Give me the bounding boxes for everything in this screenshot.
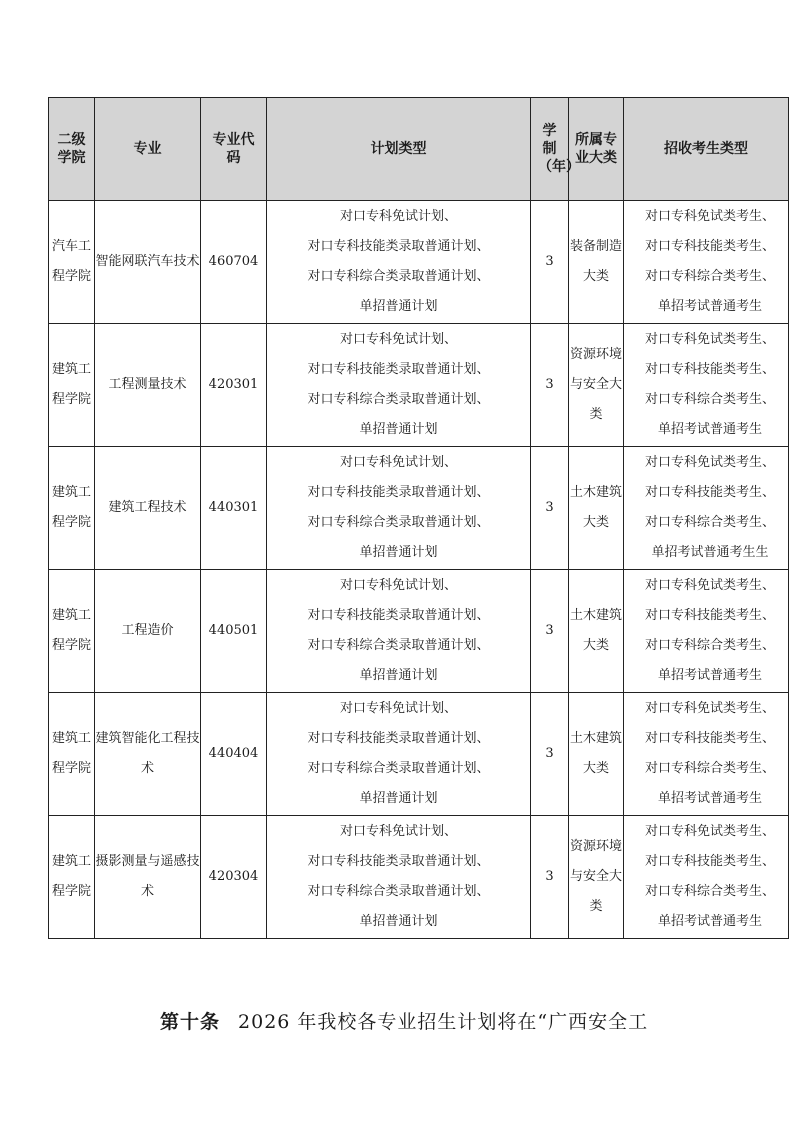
plan-type-cell: [267, 324, 531, 447]
candidate-type-item: 对口专科免试类考生、: [644, 824, 775, 839]
years-cell: 3: [531, 570, 569, 693]
major-cell: 建筑工程技术: [95, 447, 201, 570]
category-cell: 土木建筑大类: [569, 693, 624, 816]
years-cell: 3: [531, 201, 569, 324]
article-text: 2026 年我校各专业招生计划将在“广西安全工: [238, 1011, 649, 1033]
college-cell: 建筑工程学院: [49, 693, 95, 816]
plan-type-cell: [267, 816, 531, 939]
candidate-type-item: 对口专科综合类考生、: [644, 884, 775, 899]
code-cell: 420304: [201, 816, 267, 939]
table-row: [49, 324, 789, 447]
plan-type-item: 单招普通计划: [359, 545, 438, 560]
candidate-type-item: 对口专科技能类考生、: [644, 362, 775, 377]
candidate-type-item: 单招考试普通考生: [657, 914, 762, 929]
plan-type-item: 单招普通计划: [359, 668, 438, 683]
header-years: 学制（年）: [531, 98, 569, 201]
plan-type-item: 对口专科综合类录取普通计划、: [307, 884, 490, 899]
category-cell: 土木建筑大类: [569, 447, 624, 570]
plan-type-cell: [267, 570, 531, 693]
candidate-type-item: 对口专科综合类考生、: [644, 269, 775, 284]
plan-type-item: 对口专科技能类录取普通计划、: [307, 608, 490, 623]
candidate-type-cell: [624, 324, 789, 447]
code-cell: 440501: [201, 570, 267, 693]
candidate-type-cell: [624, 816, 789, 939]
plan-type-item: 单招普通计划: [359, 914, 438, 929]
candidate-type-item: 对口专科免试类考生、: [644, 455, 775, 470]
plan-type-item: 单招普通计划: [359, 299, 438, 314]
plan-type-item: 对口专科综合类录取普通计划、: [307, 392, 490, 407]
plan-type-item: 对口专科免试计划、: [339, 578, 457, 593]
candidate-type-item: 对口专科综合类考生、: [644, 638, 775, 653]
candidate-type-item: 单招考试普通考生: [657, 791, 762, 806]
major-cell: 工程造价: [95, 570, 201, 693]
article-label: 第十条: [160, 1011, 221, 1033]
plan-type-item: 对口专科免试计划、: [339, 824, 457, 839]
code-cell: 460704: [201, 201, 267, 324]
plan-type-item: 对口专科免试计划、: [339, 455, 457, 470]
header-candidate-type: 招收考生类型: [624, 98, 789, 201]
college-cell: 建筑工程学院: [49, 447, 95, 570]
plan-type-item: 对口专科免试计划、: [339, 209, 457, 224]
plan-type-item: 单招普通计划: [359, 791, 438, 806]
years-cell: 3: [531, 693, 569, 816]
table-header-row: [49, 98, 789, 201]
table-row: [49, 570, 789, 693]
plan-type-item: 对口专科免试计划、: [339, 701, 457, 716]
candidate-type-item: 对口专科综合类考生、: [644, 761, 775, 776]
candidate-type-cell: [624, 201, 789, 324]
plan-type-item: 对口专科综合类录取普通计划、: [307, 515, 490, 530]
table-row: [49, 447, 789, 570]
candidate-type-cell: [624, 693, 789, 816]
plan-type-item: 对口专科综合类录取普通计划、: [307, 269, 490, 284]
candidate-type-item: 对口专科综合类考生、: [644, 392, 775, 407]
candidate-type-item: 对口专科免试类考生、: [644, 578, 775, 593]
header-code: 专业代码: [201, 98, 267, 201]
plan-type-cell: [267, 201, 531, 324]
header-college: 二级学院: [49, 98, 95, 201]
table-row: [49, 693, 789, 816]
college-cell: 建筑工程学院: [49, 816, 95, 939]
plan-type-item: 对口专科技能类录取普通计划、: [307, 485, 490, 500]
years-cell: 3: [531, 447, 569, 570]
plan-type-item: 对口专科综合类录取普通计划、: [307, 638, 490, 653]
candidate-type-item: 单招考试普通考生: [657, 299, 762, 314]
plan-type-item: 对口专科技能类录取普通计划、: [307, 854, 490, 869]
header-category: 所属专业大类: [569, 98, 624, 201]
table-row: [49, 816, 789, 939]
major-cell: 摄影测量与遥感技术: [95, 816, 201, 939]
candidate-type-cell: [624, 447, 789, 570]
plan-type-item: 对口专科综合类录取普通计划、: [307, 761, 490, 776]
candidate-type-item: 单招考试普通考生: [657, 668, 762, 683]
candidate-type-item: 对口专科技能类考生、: [644, 854, 775, 869]
candidate-type-item: 对口专科免试类考生、: [644, 701, 775, 716]
candidate-type-item: 对口专科免试类考生、: [644, 332, 775, 347]
years-cell: 3: [531, 816, 569, 939]
plan-type-item: 对口专科技能类录取普通计划、: [307, 731, 490, 746]
candidate-type-item: 对口专科技能类考生、: [644, 608, 775, 623]
candidate-type-item: 对口专科技能类考生、: [644, 731, 775, 746]
category-cell: 资源环境与安全大类: [569, 324, 624, 447]
category-cell: 资源环境与安全大类: [569, 816, 624, 939]
enrollment-plan-table: [48, 97, 789, 939]
candidate-type-item: 单招考试普通考生生: [651, 545, 769, 560]
article-paragraph: [160, 1007, 648, 1034]
plan-type-item: 单招普通计划: [359, 422, 438, 437]
code-cell: 420301: [201, 324, 267, 447]
plan-type-cell: [267, 693, 531, 816]
candidate-type-item: 单招考试普通考生: [657, 422, 762, 437]
plan-type-cell: [267, 447, 531, 570]
plan-type-item: 对口专科技能类录取普通计划、: [307, 362, 490, 377]
candidate-type-cell: [624, 570, 789, 693]
major-cell: 智能网联汽车技术: [95, 201, 201, 324]
college-cell: 建筑工程学院: [49, 324, 95, 447]
major-cell: 建筑智能化工程技术: [95, 693, 201, 816]
candidate-type-item: 对口专科综合类考生、: [644, 515, 775, 530]
code-cell: 440404: [201, 693, 267, 816]
candidate-type-item: 对口专科技能类考生、: [644, 239, 775, 254]
college-cell: 汽车工程学院: [49, 201, 95, 324]
header-major: 专业: [95, 98, 201, 201]
plan-type-item: 对口专科免试计划、: [339, 332, 457, 347]
table-row: [49, 201, 789, 324]
header-plan-type: 计划类型: [267, 98, 531, 201]
college-cell: 建筑工程学院: [49, 570, 95, 693]
years-cell: 3: [531, 324, 569, 447]
code-cell: 440301: [201, 447, 267, 570]
candidate-type-item: 对口专科技能类考生、: [644, 485, 775, 500]
category-cell: 土木建筑大类: [569, 570, 624, 693]
category-cell: 装备制造大类: [569, 201, 624, 324]
plan-type-item: 对口专科技能类录取普通计划、: [307, 239, 490, 254]
candidate-type-item: 对口专科免试类考生、: [644, 209, 775, 224]
major-cell: 工程测量技术: [95, 324, 201, 447]
